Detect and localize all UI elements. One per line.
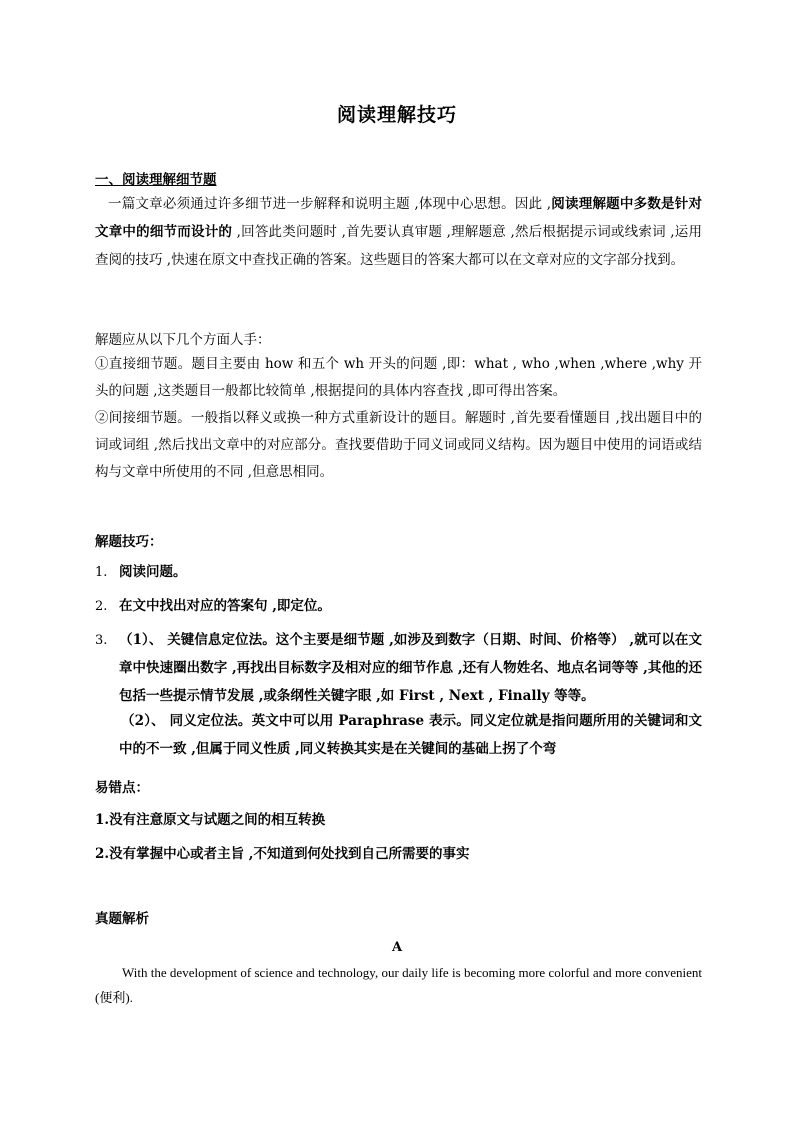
technique-item: 在文中找出对应的答案句 ,即定位。 xyxy=(119,598,331,614)
page-title: 阅读理解技巧 xyxy=(336,104,457,126)
intro-text-part2: ,回答此类问题时 ,首先要认真审题 ,理解题意 ,然后根据提示词或线索词 ,运用查阅的技巧 ,快速在原文中查找正确的答案。这些题目的答案大都可以在文章对应的文字部分找到。 xyxy=(95,224,702,268)
techniques-heading: 解题技巧： xyxy=(95,534,163,550)
mistakes-heading: 易错点： xyxy=(95,780,149,796)
passage-text: With the development of science and technology, our daily life is becoming more colorful and more convenient (便利). xyxy=(95,965,702,1005)
approach-intro: 解题应从以下几个方面人手： xyxy=(95,332,271,348)
technique-subitem: （2）、 同义定位法。英文中可以用 Paraphrase 表示。同义定位就是指问题所用的关键词和文中的不一致 ,但属于同义性质 ,同义转换其实是在关键间的基础上拐了个弯 xyxy=(119,713,702,757)
list-number: 2. xyxy=(95,599,108,614)
list-number: 1. xyxy=(95,565,108,580)
passage-label: A xyxy=(391,940,403,955)
intro-text-part1: 一篇文章必须通过许多细节进一步解释和说明主题 ,体现中心思想。因此 , xyxy=(108,196,552,212)
intro-text-emphasis: 阅读理解题中多数是针对文章中的细节而设计的 xyxy=(95,196,702,240)
direct-detail-paragraph: ①直接细节题。题目主要由 how 和五个 wh 开头的问题 ,即：what , who ,when ,where ,why 开头的问题 ,这类题目一般都比较简单 ,根据提问的具体内容查找 ,即可得出答案。 xyxy=(95,356,702,399)
indirect-detail-paragraph: ②间接细节题。一般指以释义或换一种方式重新设计的题目。解题时 ,首先要看懂题目 ,找出题目中的词或词组 ,然后找出文章中的对应部分。查找要借助于同义词或同义结构。因为题目中使用的词语或结构与文章中所使用的不同 ,但意思相同。 xyxy=(95,410,702,480)
list-number: 3. xyxy=(95,633,108,648)
section-heading-detail-questions: 一、阅读理解细节题 xyxy=(95,172,217,188)
technique-item: 阅读问题。 xyxy=(119,564,187,580)
mistake-item: 1.没有注意原文与试题之间的相互转换 xyxy=(95,812,326,828)
mistake-item: 2.没有掌握中心或者主旨 ,不知道到何处找到自己所需要的事实 xyxy=(95,846,470,862)
section-intro-paragraph xyxy=(95,190,702,274)
analysis-heading: 真题解析 xyxy=(95,911,149,927)
technique-item: （1）、 关键信息定位法。这个主要是细节题 ,如涉及到数字（日期、时间、价格等） ,就可以在文章中快速圈出数字 ,再找出目标数字及相对应的细节作息 ,还有人物姓名、地点名词等等 ,其他的还包括一些提示情节发展 ,或条纲性关键字眼 ,如 First , Next , Finally 等等。 xyxy=(119,632,702,704)
